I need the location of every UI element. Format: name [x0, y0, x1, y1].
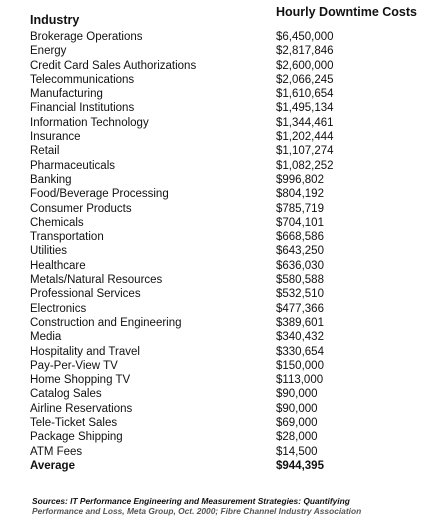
table-row — [30, 273, 430, 287]
industry-cell: Banking — [30, 173, 72, 186]
industry-cell: Telecommunications — [30, 73, 135, 86]
industry-cell: Food/Beverage Processing — [30, 188, 169, 201]
cost-cell: $1,107,274 — [276, 145, 334, 158]
industry-cell: Metals/Natural Resources — [30, 274, 163, 287]
sources-note — [32, 497, 446, 516]
industry-cell: Transportation — [30, 231, 104, 244]
cost-cell: $330,654 — [276, 345, 324, 358]
table-row — [30, 130, 430, 144]
table-row — [30, 216, 430, 230]
average-label: Average — [30, 459, 75, 472]
table-row — [30, 330, 430, 344]
cost-cell: $996,802 — [276, 173, 324, 186]
industry-cell: Brokerage Operations — [30, 31, 143, 43]
cost-cell: $6,450,000 — [276, 31, 334, 43]
table-row — [30, 359, 430, 373]
industry-cell: Financial Institutions — [30, 102, 135, 115]
table-row — [30, 373, 430, 387]
table-row — [30, 73, 430, 87]
cost-cell: $14,500 — [276, 445, 318, 458]
table-row — [30, 259, 430, 273]
industry-cell: Package Shipping — [30, 431, 123, 444]
average-row — [30, 459, 430, 473]
table-row — [30, 302, 430, 316]
table-row — [30, 87, 430, 101]
table-row — [30, 345, 430, 359]
table-row — [30, 144, 430, 158]
cost-cell: $643,250 — [276, 245, 324, 258]
industry-cell: Electronics — [30, 302, 87, 315]
cost-cell: $532,510 — [276, 288, 324, 301]
industry-cell: Chemicals — [30, 216, 84, 229]
industry-cell: Information Technology — [30, 116, 149, 129]
industry-cell: Insurance — [30, 131, 81, 144]
table-row — [30, 316, 430, 330]
cost-cell: $69,000 — [276, 417, 318, 430]
table-row — [30, 44, 430, 58]
cost-cell: $28,000 — [276, 431, 318, 444]
industry-cell: Construction and Engineering — [30, 316, 182, 329]
table-row — [30, 445, 430, 459]
industry-cell: Retail — [30, 145, 60, 158]
industry-cell: Airline Reservations — [30, 402, 133, 415]
industry-cell: Manufacturing — [30, 88, 103, 101]
cost-cell: $340,432 — [276, 331, 324, 344]
table-row — [30, 173, 430, 187]
cost-cell: $477,366 — [276, 302, 324, 315]
sources-line-2: Performance and Loss, Meta Group, Oct. 2000; Fibre Channel Industry Association — [32, 505, 362, 516]
table-row — [30, 59, 430, 73]
industry-cell: Pay-Per-View TV — [30, 359, 118, 372]
cost-cell: $90,000 — [276, 402, 318, 415]
industry-cell: Energy — [30, 45, 67, 58]
cost-cell: $2,817,846 — [276, 45, 334, 58]
table-row — [30, 159, 430, 173]
industry-cell: Healthcare — [30, 259, 86, 272]
cost-cell: $113,000 — [276, 374, 324, 387]
industry-cell: Utilities — [30, 245, 68, 258]
sources-line-1: Sources: IT Performance Engineering and Measurement Strategies: Quantifying — [32, 496, 350, 506]
cost-cell: $90,000 — [276, 388, 318, 401]
industry-cell: Media — [30, 331, 62, 344]
cost-cell: $150,000 — [276, 359, 324, 372]
table-row — [30, 30, 430, 44]
cost-cell: $1,610,654 — [276, 88, 334, 101]
table-row — [30, 230, 430, 244]
cost-cell: $1,202,444 — [276, 131, 334, 144]
cost-column-header: Hourly Downtime Costs — [276, 5, 417, 19]
table-header — [30, 6, 430, 27]
table-row — [30, 187, 430, 201]
table-row — [30, 402, 430, 416]
table-row — [30, 244, 430, 258]
industry-cell: Consumer Products — [30, 202, 132, 215]
cost-cell: $2,600,000 — [276, 59, 334, 72]
cost-cell: $704,101 — [276, 216, 324, 229]
table-row — [30, 416, 430, 430]
table-row — [30, 287, 430, 301]
industry-cell: Professional Services — [30, 288, 141, 301]
table-row — [30, 101, 430, 115]
table-row — [30, 202, 430, 216]
cost-cell: $1,495,134 — [276, 102, 334, 115]
industry-cell: Pharmaceuticals — [30, 159, 116, 172]
average-value: $944,395 — [276, 459, 324, 472]
table-row — [30, 116, 430, 130]
cost-cell: $636,030 — [276, 259, 324, 272]
cost-cell: $804,192 — [276, 188, 324, 201]
cost-cell: $2,066,245 — [276, 73, 334, 86]
cost-cell: $580,588 — [276, 274, 324, 287]
industry-cell: ATM Fees — [30, 445, 83, 458]
industry-cell: Credit Card Sales Authorizations — [30, 59, 197, 72]
industry-cell: Hospitality and Travel — [30, 345, 140, 358]
cost-cell: $1,344,461 — [276, 116, 334, 129]
cost-cell: $389,601 — [276, 316, 324, 329]
cost-cell: $785,719 — [276, 202, 324, 215]
industry-cell: Home Shopping TV — [30, 374, 131, 387]
industry-column-header: Industry — [30, 13, 80, 27]
table-body — [30, 30, 430, 459]
industry-cell: Tele-Ticket Sales — [30, 417, 118, 430]
table-row — [30, 387, 430, 401]
downtime-cost-table — [30, 6, 430, 473]
cost-cell: $668,586 — [276, 231, 324, 244]
industry-cell: Catalog Sales — [30, 388, 102, 401]
table-row — [30, 430, 430, 444]
cost-cell: $1,082,252 — [276, 159, 334, 172]
